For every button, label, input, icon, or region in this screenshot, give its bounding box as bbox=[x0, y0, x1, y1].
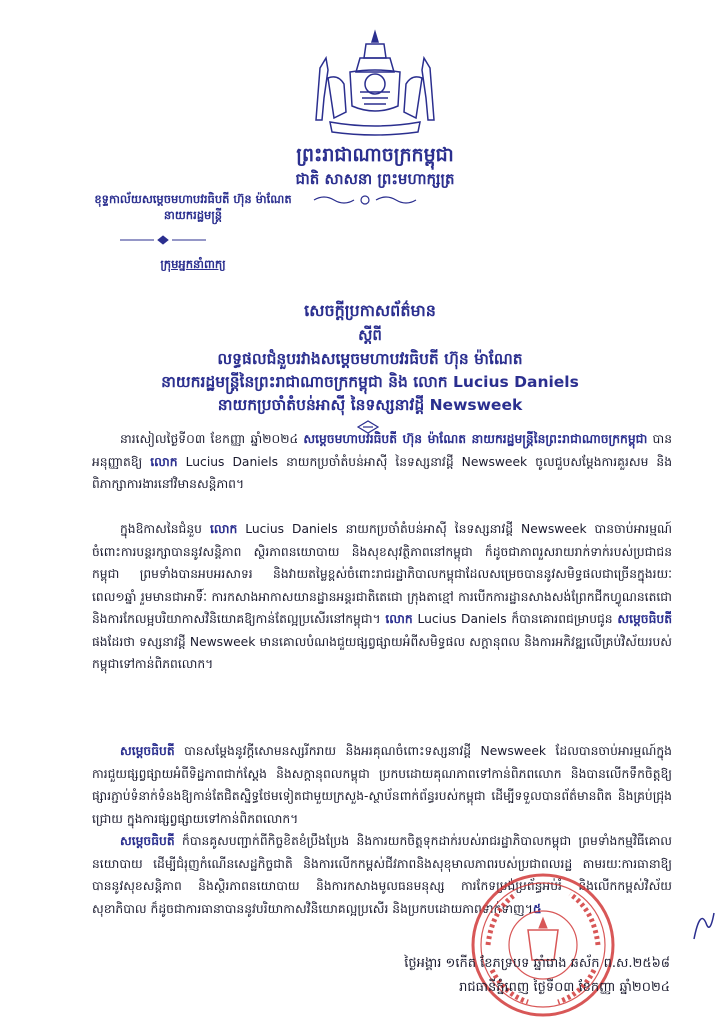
text: បានអនុញ្ញាតឱ្យ bbox=[92, 432, 672, 469]
national-motto: ជាតិ សាសនា ព្រះមហាក្សត្រ bbox=[295, 170, 455, 188]
office-cabinet: ខុទ្ទកាល័យសម្តេចមហាបវរធិបតី ហ៊ុន ម៉ាណែត bbox=[94, 192, 292, 206]
title-subject: ស្តីពី bbox=[358, 326, 382, 344]
text: ក្នុងឱកាសនៃជំនួប bbox=[120, 522, 210, 536]
title-line: នាយករដ្ឋមន្ត្រីនៃព្រះរាជាណាចក្រកម្ពុជា និង លោក Lucius Daniels bbox=[161, 373, 579, 391]
date-solar: រាជធានីភ្នំពេញ ថ្ងៃទី០៣ ខែកញ្ញា ឆ្នាំ២០២៤ bbox=[459, 980, 670, 995]
ornament-divider-icon bbox=[118, 235, 208, 245]
title-line: លទ្ធផលជំនួបរវាងសម្តេចមហាបវរធិបតី ហ៊ុន ម៉ាណែត bbox=[217, 350, 523, 368]
bold-text: សម្តេចមហាបវរធិបតី ហ៊ុន ម៉ាណែត នាយករដ្ឋមន្ត្រីនៃព្រះរាជាណាចក្រកម្ពុជា bbox=[303, 432, 648, 446]
end-mark: ៥ bbox=[532, 901, 542, 916]
bold-text: សម្តេចធិបតី bbox=[120, 744, 175, 758]
bold-text: លោក bbox=[209, 522, 238, 536]
date-lunar: ថ្ងៃអង្គារ ១កើត ខែភទ្របទ ឆ្នាំរោង ឆស័ក ព.ស.២៥៦៨ bbox=[404, 956, 670, 971]
text: ក៏បានគូសបញ្ជាក់ពីកិច្ចខិតខំប្រឹងប្រែង និងការយកចិត្តទុកដាក់របស់រាជរដ្ឋាភិបាលកម្ពុជា ព្រមទាំងកម្មវិធីគោលនយោបាយ ដើម្បីជំរុញកំណើនសេដ្ឋកិច្ចជាតិ និងការលើកកម្ពស់ជីវភាពនិងសុខុមាលភាពរបស់ប្រជាពលរដ្ឋ តាមរយៈការធានាឱ្យបាននូវសុខសន្តិភាព និងស្ថិរភាពនយោបាយ និងការកសាងមូលធនមនុស្ស ការកែទម្រង់ប្រព័ន្ធអប់រំ និងលើកកម្ពស់វិស័យសុខាភិបាល ក៏ដូចជាការធានាបាននូវបរិយាកាសវិនិយោគល្អប្រសើរ និងប្រកបដោយភាពទាក់ទាញ។ bbox=[92, 834, 672, 916]
office-prime-minister: នាយករដ្ឋមន្ត្រី bbox=[163, 208, 223, 222]
text: ផងដែរថា ទស្សនាវដ្តី Newsweek មានគោលបំណងជួយផ្សព្វផ្សាយអំពីសមិទ្ធផល សក្តានុពល និងការអភិវឌ្ឍលើគ្រប់វិស័យរបស់កម្ពុជាទៅកាន់ពិភពលោក។ bbox=[92, 634, 672, 671]
bold-text: លោក bbox=[150, 454, 178, 469]
title-line: នាយកប្រចាំតំបន់អាស៊ី នៃទស្សនាវដ្តី Newsweek bbox=[217, 396, 523, 414]
text: Lucius Daniels ក៏បានគោរពជម្រាបជូន bbox=[412, 612, 618, 626]
office-spokespersons: ក្រុមអ្នកនាំពាក្យ bbox=[160, 257, 226, 271]
bold-text: សម្តេចធិបតី bbox=[120, 834, 175, 848]
bold-text: សម្តេចធិបតី bbox=[617, 612, 672, 626]
paragraph-1 bbox=[92, 428, 672, 496]
text: នារសៀលថ្ងៃទី០៣ ខែកញ្ញា ឆ្នាំ២០២៤ bbox=[120, 432, 304, 446]
kingdom-name: ព្រះរាជាណាចក្រកម្ពុជា bbox=[296, 144, 454, 166]
bold-text: លោក bbox=[385, 612, 413, 626]
paragraph-2 bbox=[92, 518, 672, 676]
text: Lucius Daniels នាយកប្រចាំតំបន់អាស៊ី នៃទស្សនាវដ្តី Newsweek បានចាប់អារម្មណ៍ចំពោះការបន្តរក្សាបាននូវសន្តិភាព ស្ថិរភាពនយោបាយ និងសុខសុវត្ថិភាពនៅកម្ពុជា ក៏ដូចជាភាពរួសរាយរាក់ទាក់របស់ប្រជាជនកម្ពុជា ព្រមទាំងបានអបអរសាទរ និងវាយតម្លៃខ្ពស់ចំពោះរាជរដ្ឋាភិបាលកម្ពុជាដែលសម្រេចបាននូវសមិទ្ធផលជាច្រើនក្នុងរយៈពេល១ឆ្នាំ រួមមានជាអាទិ៍ៈ ការកសាងអាកាសយានដ្ឋានអន្តរជាតិតេជោ ក្រុងតាខ្មៅ ការបើកការដ្ឋានសាងសង់ព្រែកជីកហ្វូណនតេជោ និងការកែលម្អបរិយាកាសវិនិយោគឱ្យកាន់តែល្អប្រសើរនៅកម្ពុជា។ bbox=[92, 522, 673, 626]
signature bbox=[690, 905, 718, 945]
ornament-divider-icon bbox=[310, 193, 420, 207]
text: Lucius Daniels នាយកប្រចាំតំបន់អាស៊ី នៃទស្សនាវដ្តី Newsweek ចូលជួបសម្តែងការគួរសម និងពិភាក្សាការងារនៅវិមានសន្តិភាព។ bbox=[92, 454, 672, 491]
text: បានសម្តែងនូវក្តីសោមនស្សរីករាយ និងអរគុណចំពោះទស្សនាវដ្តី Newsweek ដែលបានចាប់អារម្មណ៍ក្នុងការជួយផ្សព្វផ្សាយអំពីទិដ្ឋភាពជាក់ស្តែង និងសក្តានុពលកម្ពុជា ប្រកបដោយគុណភាពទៅកាន់ពិភពលោក និងបានលើកទឹកចិត្តឱ្យផ្សារភ្ជាប់ទំនាក់ទំនងឱ្យកាន់តែជិតស្និទ្ធថែមទៀតជាមួយក្រសួង-ស្ថាប័នពាក់ព័ន្ធរបស់កម្ពុជា ដើម្បីទទួលបានព័ត៌មានពិត និងគ្រប់ជ្រុងជ្រោយ ក្នុងការផ្សព្វផ្សាយទៅកាន់ពិភពលោក។ bbox=[92, 744, 672, 826]
document-title: សេចក្តីប្រកាសព័ត៌មាន bbox=[304, 301, 436, 320]
paragraph-3 bbox=[92, 740, 672, 830]
royal-emblem bbox=[300, 28, 450, 138]
